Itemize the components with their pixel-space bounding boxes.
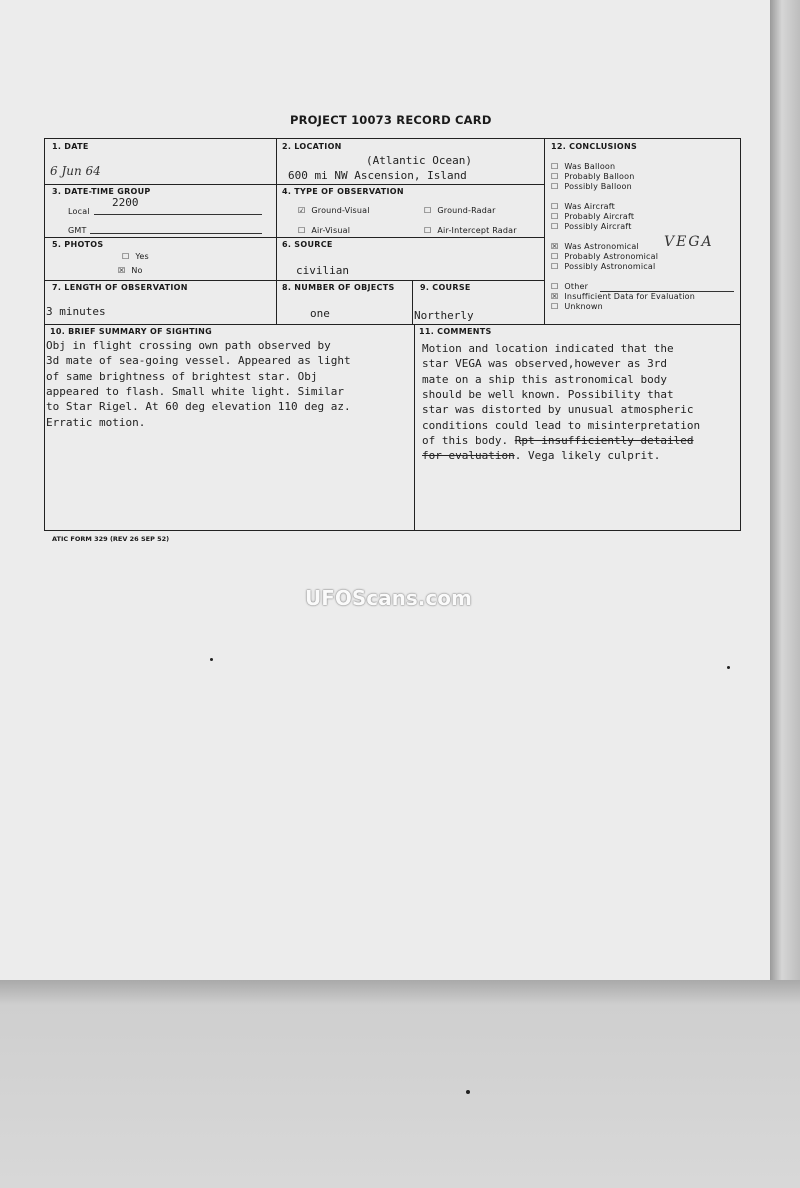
comments-final-line — [422, 449, 660, 462]
conclusion-text: Insufficient Data for Evaluation — [564, 292, 695, 301]
comments-conclusion: . Vega likely culprit. — [514, 449, 661, 462]
photos-label: 5. PHOTOS — [52, 240, 104, 249]
conclusion-item — [551, 302, 603, 311]
ground-radar-text: Ground-Radar — [437, 206, 496, 215]
conclusion-item — [551, 242, 639, 251]
conclusion-item — [551, 292, 695, 301]
conclusion-item — [551, 212, 634, 221]
air-visual-text: Air-Visual — [311, 226, 351, 235]
conclusion-item — [551, 162, 615, 171]
checkbox-icon: ☐ — [424, 226, 432, 235]
speck — [727, 666, 730, 669]
photos-yes — [122, 252, 149, 261]
comments-label: 11. COMMENTS — [419, 327, 492, 336]
conclusion-text: Probably Aircraft — [564, 212, 635, 221]
checkbox-icon: ☐ — [122, 252, 130, 261]
card-title: PROJECT 10073 RECORD CARD — [290, 113, 492, 127]
conclusion-text: Probably Balloon — [564, 172, 635, 181]
divider-h1 — [44, 184, 544, 185]
checkbox-icon: ☐ — [551, 162, 559, 171]
local-label: Local — [68, 207, 90, 216]
checkbox-icon: ☐ — [551, 212, 559, 221]
conclusion-item — [551, 222, 632, 231]
length-label: 7. LENGTH OF OBSERVATION — [52, 283, 188, 292]
date-value: 6 Jun 64 — [50, 164, 101, 178]
type-ground-radar — [424, 206, 496, 215]
conclusion-text: Was Aircraft — [564, 202, 615, 211]
speck — [466, 1090, 470, 1094]
conclusion-text: Possibly Aircraft — [564, 222, 632, 231]
gmt-label: GMT — [68, 226, 87, 235]
dtg-label: 3. DATE-TIME GROUP — [52, 187, 151, 196]
conclusion-item — [551, 262, 655, 271]
comments-line: Motion and location indicated that the — [422, 342, 674, 355]
divider-h3 — [44, 280, 544, 281]
local-value: 2200 — [112, 196, 139, 209]
ground-visual-text: Ground-Visual — [311, 206, 370, 215]
checkbox-icon: ☐ — [424, 206, 432, 215]
checkbox-icon: ☐ — [551, 222, 559, 231]
local-underline — [94, 214, 262, 215]
summary-line: appeared to flash. Small white light. Similar — [46, 384, 345, 398]
summary-line: of same brightness of brightest star. Obj — [46, 369, 318, 383]
struck-text: for evaluation — [422, 449, 515, 462]
checkbox-icon: ☐ — [551, 202, 559, 211]
comments-line: star VEGA was observed,however as 3rd — [422, 357, 668, 371]
conclusion-item — [551, 172, 635, 181]
checkbox-icon: ☐ — [551, 262, 559, 271]
location-line2: 600 mi NW Ascension, Island — [288, 169, 467, 182]
watermark: UFOScans.com — [305, 586, 472, 610]
location-label: 2. LOCATION — [282, 142, 342, 151]
conclusion-item — [551, 252, 658, 261]
checkbox-checked-icon: ☒ — [551, 292, 559, 301]
divider-v1 — [276, 138, 277, 324]
conclusion-text: Probably Astronomical — [564, 252, 659, 261]
summary-label: 10. BRIEF SUMMARY OF SIGHTING — [50, 327, 213, 336]
conclusion-text: Other — [564, 282, 589, 291]
checkbox-icon: ☐ — [551, 252, 559, 261]
checkbox-checked-icon: ☒ — [551, 242, 559, 251]
type-observation-label: 4. TYPE OF OBSERVATION — [282, 187, 404, 196]
speck — [210, 658, 213, 661]
divider-v3 — [412, 280, 413, 324]
photos-no — [118, 266, 143, 275]
summary-line: to Star Rigel. At 60 deg elevation 110 deg az. — [46, 400, 351, 414]
conclusion-item — [551, 202, 615, 211]
photos-yes-text: Yes — [135, 252, 149, 261]
scan-background — [0, 980, 800, 1188]
source-label: 6. SOURCE — [282, 240, 333, 249]
divider-v4 — [414, 324, 415, 531]
summary-line: Obj in flight crossing own path observed by — [46, 339, 331, 352]
divider-h4 — [44, 324, 741, 325]
comments-line: star was distorted by unusual atmospheric — [422, 403, 694, 417]
struck-text: Rpt insufficiently detailed — [514, 434, 694, 447]
length-value: 3 minutes — [46, 305, 106, 318]
source-value: civilian — [296, 264, 349, 277]
comments-space — [508, 434, 515, 447]
comments-last-line — [422, 434, 694, 447]
checkbox-icon: ☐ — [551, 282, 559, 291]
summary-line: 3d mate of sea-going vessel. Appeared as light — [46, 354, 351, 368]
type-air-intercept — [424, 226, 517, 235]
checkbox-icon: ☐ — [298, 226, 306, 235]
type-air-visual — [298, 226, 350, 235]
conclusion-text: Was Astronomical — [564, 242, 639, 251]
comments-line: of this body. — [422, 434, 509, 447]
checkbox-checked-icon: ☑ — [298, 206, 306, 215]
comments-line: mate on a ship this astronomical body — [422, 372, 668, 386]
num-objects-label: 8. NUMBER OF OBJECTS — [282, 283, 395, 292]
checkbox-icon: ☐ — [551, 172, 559, 181]
divider-h2 — [44, 237, 544, 238]
type-ground-visual — [298, 206, 370, 215]
conclusion-text: Possibly Balloon — [564, 182, 632, 191]
checkbox-icon: ☐ — [551, 182, 559, 191]
date-label: 1. DATE — [52, 142, 89, 151]
checkbox-checked-icon: ☒ — [118, 266, 126, 275]
location-line1: (Atlantic Ocean) — [366, 154, 472, 167]
vega-handwritten-note: VEGA — [664, 234, 714, 250]
conclusion-item — [551, 182, 632, 191]
conclusion-text: Unknown — [564, 302, 603, 311]
conclusions-label: 12. CONCLUSIONS — [551, 142, 637, 151]
comments-line: conditions could lead to misinterpretation — [422, 418, 701, 432]
air-intercept-text: Air-Intercept Radar — [437, 226, 517, 235]
num-objects-value: one — [310, 307, 330, 320]
paper-edge-shadow — [770, 0, 800, 990]
checkbox-icon: ☐ — [551, 302, 559, 311]
form-id: ATIC FORM 329 (REV 26 SEP 52) — [52, 535, 170, 543]
conclusion-item — [551, 282, 588, 291]
course-label: 9. COURSE — [420, 283, 471, 292]
photos-no-text: No — [131, 266, 143, 275]
conclusion-text: Possibly Astronomical — [564, 262, 656, 271]
gmt-underline — [90, 233, 262, 234]
divider-v2 — [544, 138, 545, 324]
comments-line: should be well known. Possibility that — [422, 387, 674, 401]
conclusion-text: Was Balloon — [564, 162, 616, 171]
course-value: Northerly — [414, 309, 474, 322]
summary-line: Erratic motion. — [46, 415, 146, 429]
